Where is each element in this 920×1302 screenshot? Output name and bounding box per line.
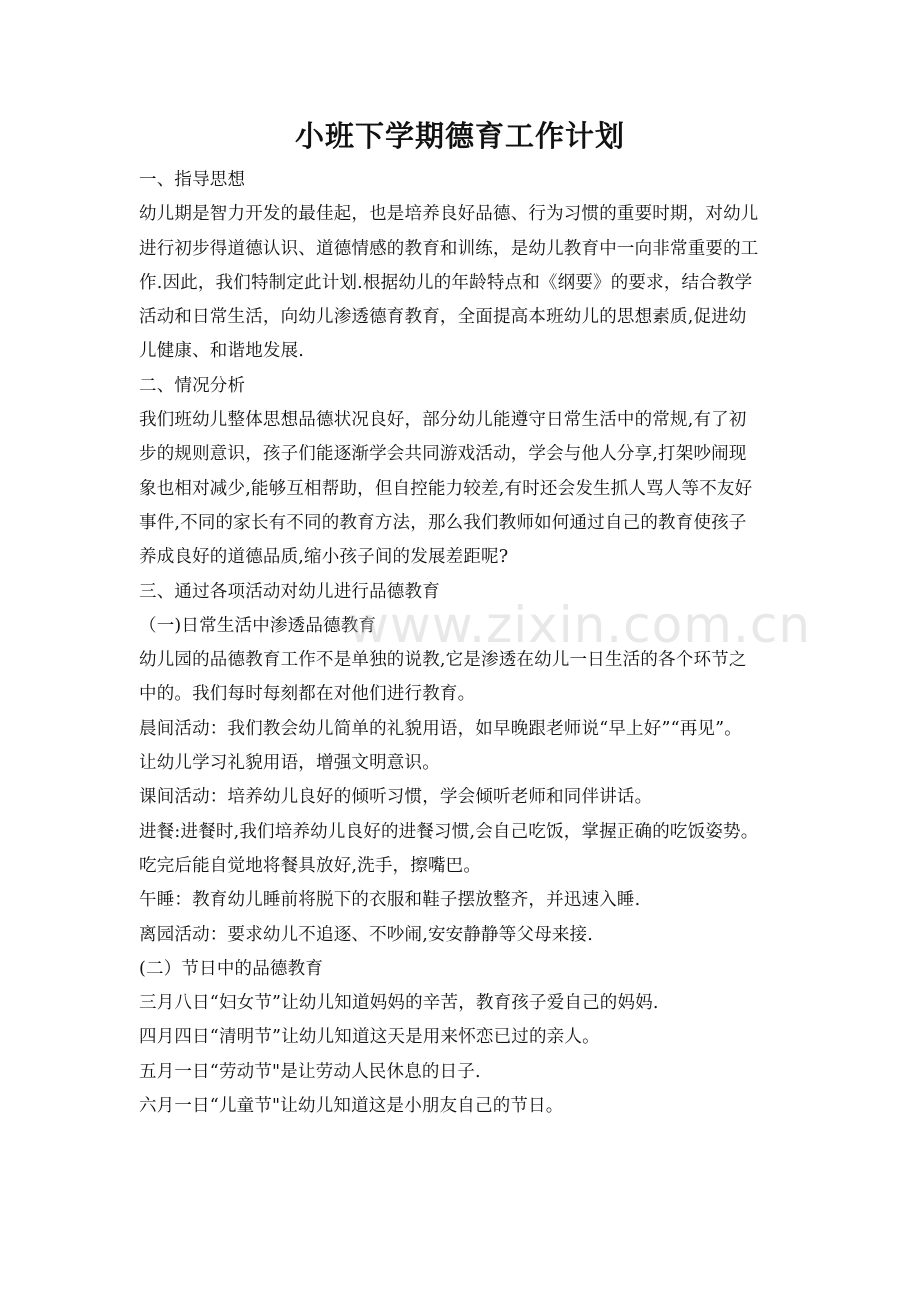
paragraph-line: 我们班幼儿整体思想品德状况良好，部分幼儿能遵守日常生活中的常规,有了初 [139,410,747,431]
paragraph-line: 晨间活动：我们教会幼儿简单的礼貌用语，如早晚跟老师说“早上好”“再见”。 [139,718,742,739]
paragraph-line: 四月四日“清明节”让幼儿知道这天是用来怀恋已过的亲人。 [139,1027,600,1048]
paragraph-line: 幼儿期是智力开发的最佳起，也是培养良好品德、行为习惯的重要时期，对幼儿 [139,204,759,225]
section-heading: 一、指导思想 [139,170,246,190]
watermark: www.zixin.com.cn [348,596,812,654]
paragraph-line: 进餐:进餐时,我们培养幼儿良好的进餐习惯,会自己吃饭，掌握正确的吃饭姿势。 [139,821,759,842]
paragraph-line: 课间活动：培养幼儿良好的倾听习惯，学会倾听老师和同伴讲话。 [139,787,653,808]
paragraph-line: 三月八日“妇女节”让幼儿知道妈妈的辛苦，教育孩子爱自己的妈妈. [139,993,659,1014]
paragraph-line: 儿健康、和谐地发展. [139,341,305,362]
paragraph-line: 象也相对减少,能够互相帮助，但自控能力较差,有时还会发生抓人骂人等不友好 [139,478,753,499]
subsection-heading: （一)日常生活中渗透品德教育 [139,615,377,636]
paragraph-line: 作.因此，我们特制定此计划.根据幼儿的年龄特点和《纲要》的要求，结合教学 [139,272,753,293]
document-title: 小班下学期德育工作计划 [294,119,625,153]
paragraph-line: 进行初步得道德认识、道德情感的教育和训练，是幼儿教育中一向非常重要的工 [139,238,759,259]
paragraph-line: 事件,不同的家长有不同的教育方法，那么我们教师如何通过自己的教育使孩子 [139,512,747,533]
paragraph-line: 午睡：教育幼儿睡前将脱下的衣服和鞋子摆放整齐，并迅速入睡. [139,890,641,911]
document-body [139,163,787,1123]
subsection-heading: (二）节日中的品德教育 [139,958,324,979]
paragraph-line: 五月一日“劳动节"是让劳动人民休息的日子. [139,1061,481,1082]
paragraph-line: 养成良好的道德品质,缩小孩子间的发展差距呢? [139,547,509,568]
section-heading: 三、通过各项活动对幼儿进行品德教育 [139,581,440,602]
section-heading: 二、情况分析 [139,375,246,396]
paragraph-line: 幼儿园的品德教育工作不是单独的说教,它是渗透在幼儿一日生活的各个环节之 [139,650,747,671]
paragraph-line: 离园活动：要求幼儿不追逐、不吵闹,安安静静等父母来接. [139,924,594,945]
paragraph-line: 活动和日常生活，向幼儿渗透德育教育，全面提高本班幼儿的思想素质,促进幼 [139,307,747,328]
paragraph-line: 中的。我们每时每刻都在对他们进行教育。 [139,684,476,705]
paragraph-line: 六月一日“儿童节"让幼儿知道这是小朋友自己的节日。 [139,1096,564,1117]
paragraph-line: 让幼儿学习礼貌用语，增强文明意识。 [139,753,440,774]
paragraph-line: 吃完后能自觉地将餐具放好,洗手，擦嘴巴。 [139,855,482,876]
paragraph-line: 步的规则意识，孩子们能逐渐学会共同游戏活动，学会与他人分享,打架吵闹现 [139,444,747,465]
